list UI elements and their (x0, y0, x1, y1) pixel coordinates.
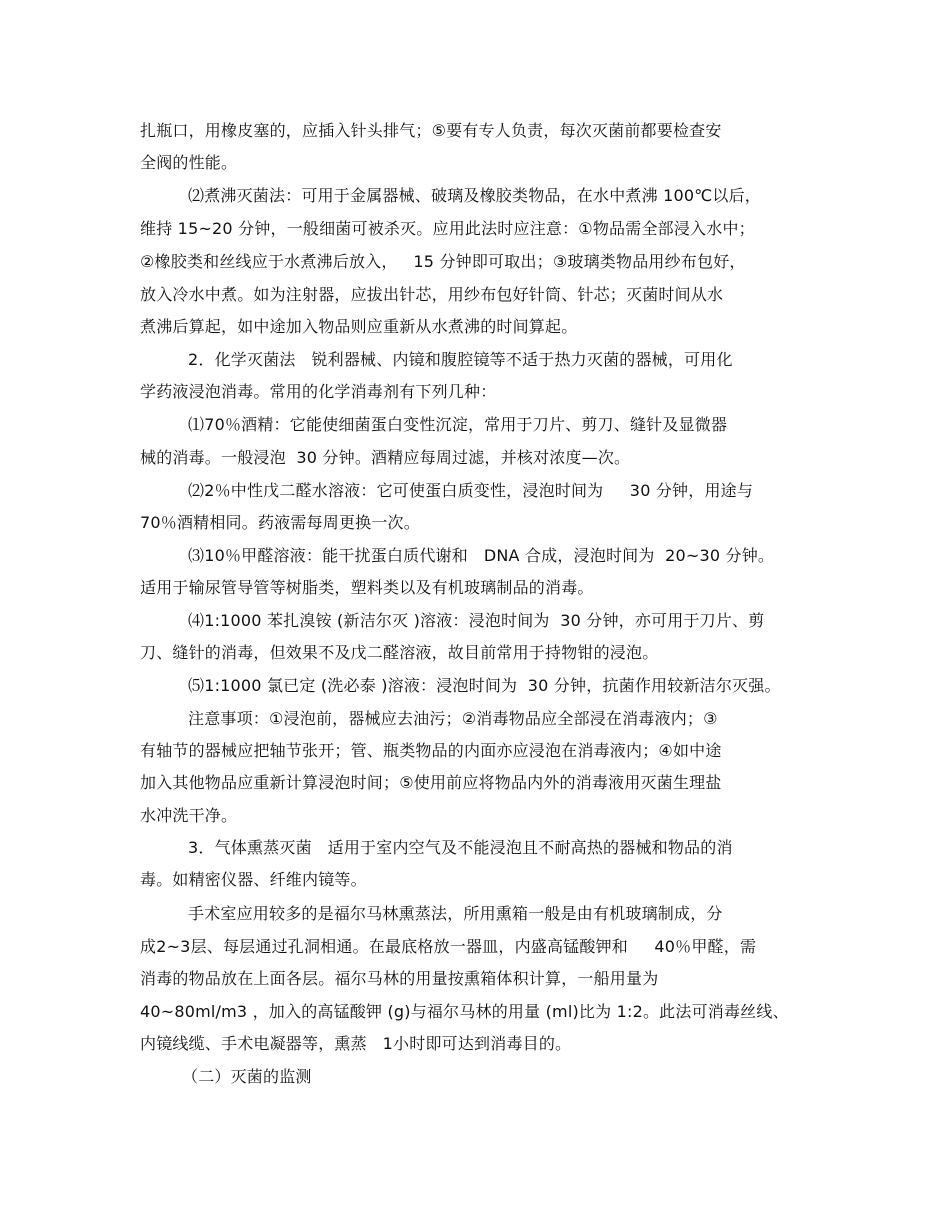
text-line-26: 成2~3层、每层通过孔洞相通。在最底格放一器皿，内盛高锰酸钾和 40％甲醛，需 (140, 937, 757, 956)
text-line-1: 扎瓶口，用橡皮塞的，应插入针头排气；⑤要有专人负责，每次灭菌前都要检查安 (140, 121, 722, 140)
text-line-2: 全阀的性能。 (140, 153, 238, 172)
text-line-3: ⑵煮沸灭菌法：可用于金属器械、破璃及橡胶类物品，在水中煮沸 100℃以后， (188, 186, 761, 205)
text-line-28: 40~80ml/m3 ，加入的高锰酸钾 (g)与福尔马林的用量 (ml)比为 1:2。此法可消毒丝线、 (140, 1002, 789, 1021)
text-line-8: 2．化学灭菌法 锐利器械、内镜和腹腔镜等不适于热力灭菌的器械，可用化 (188, 350, 733, 369)
text-line-19: 注意事项：①浸泡前，器械应去油污；②消毒物品应全部浸在消毒液内；③ (188, 709, 718, 728)
text-line-13: 70％酒精相同。药液需每周更换一次。 (140, 513, 420, 532)
text-line-18: ⑸1:1000 氯已定 (洗必泰 )溶液：浸泡时间为 30 分钟，抗菌作用较新洁尔灭强。 (188, 676, 781, 695)
text-line-17: 刀、缝针的消毒，但效果不及戊二醛溶液，故目前常用于持物钳的浸泡。 (140, 643, 659, 662)
text-line-23: 3．气体熏蒸灭菌 适用于室内空气及不能浸泡且不耐高热的器械和物品的消 (188, 838, 733, 857)
text-line-21: 加入其他物品应重新计算浸泡时间；⑤使用前应将物品内外的消毒液用灭菌生理盐 (140, 773, 722, 792)
text-line-15: 适用于输尿管导管等树脂类，塑料类以及有机玻璃制品的消毒。 (140, 578, 594, 597)
text-line-6: 放入冷水中煮。如为注射器，应拔出针芯，用纱布包好针筒、针芯；灭菌时间从水 (140, 285, 724, 304)
text-line-25: 手术室应用较多的是福尔马林熏蒸法，所用熏箱一般是由有机玻璃制成，分 (188, 904, 723, 923)
section-heading: （二）灭菌的监测 (182, 1067, 312, 1086)
text-line-10: ⑴70％酒精：它能使细菌蛋白变性沉淀，常用于刀片、剪刀、缝针及显微器 (188, 415, 728, 434)
text-line-24: 毒。如精密仪器、纤维内镜等。 (140, 870, 367, 889)
text-line-29: 内镜线缆、手术电凝器等，熏蒸 1小时即可达到消毒目的。 (140, 1034, 572, 1053)
text-line-20: 有轴节的器械应把轴节张开；管、瓶类物品的内面亦应浸泡在消毒液内；④如中途 (140, 741, 722, 760)
text-line-5: ②橡胶类和丝线应于水煮沸后放入， 15 分钟即可取出；③玻璃类物品用纱布包好， (140, 252, 746, 271)
text-line-14: ⑶10％甲醛溶液：能干扰蛋白质代谢和 DNA 合成，浸泡时间为 20~30 分钟。 (188, 546, 775, 565)
text-line-4: 维持 15~20 分钟，一般细菌可被杀灭。应用此法时应注意：①物品需全部浸入水中； (140, 219, 755, 238)
text-line-7: 煮沸后算起，如中途加入物品则应重新从水煮沸的时间算起。 (140, 317, 578, 336)
text-line-9: 学药液浸泡消毒。常用的化学消毒剂有下列几种： (140, 382, 497, 401)
text-line-27: 消毒的物品放在上面各层。福尔马林的用量按熏箱体积计算，一船用量为 (140, 969, 659, 988)
text-line-12: ⑵2％中性戊二醛水溶液：它可使蛋白质变性，浸泡时间为 30 分钟，用途与 (188, 481, 754, 500)
text-line-11: 械的消毒。一般浸泡 30 分钟。酒精应每周过滤，并核对浓度—次。 (140, 448, 631, 467)
text-line-16: ⑷1:1000 苯扎溴铵 (新洁尔灭 )溶液：浸泡时间为 30 分钟，亦可用于刀片、剪 (188, 611, 765, 630)
text-line-22: 水冲洗干净。 (140, 806, 238, 825)
